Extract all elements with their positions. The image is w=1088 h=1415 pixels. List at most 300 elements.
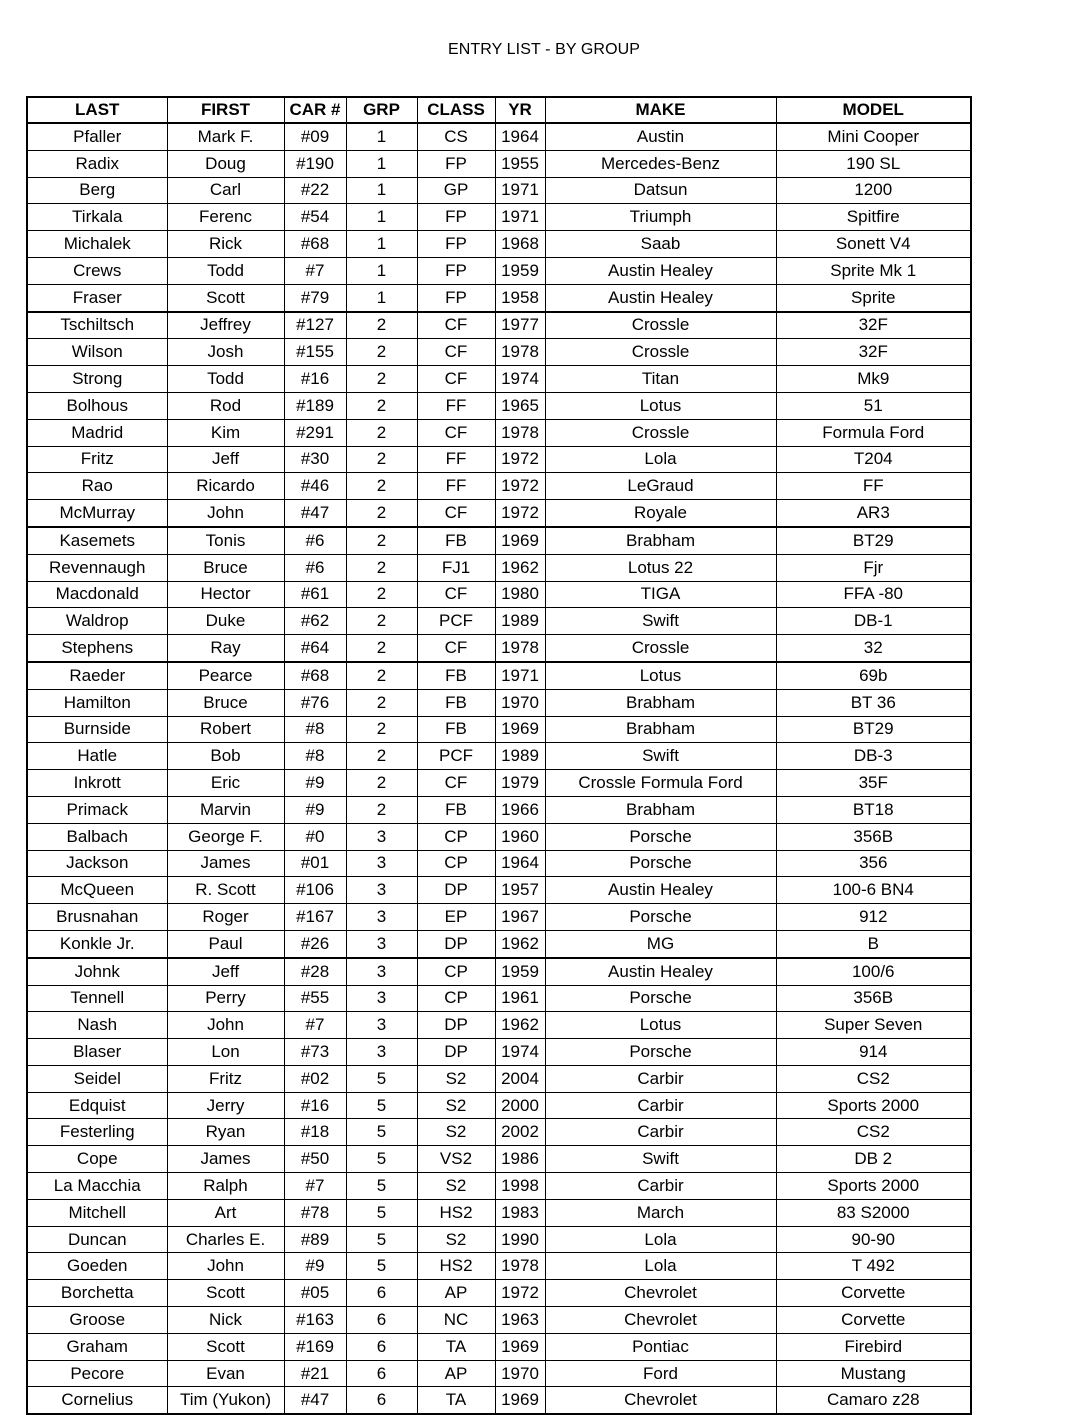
- first-name-cell: Eric: [167, 770, 284, 797]
- class-cell: FB: [417, 796, 495, 823]
- group-cell: 2: [346, 473, 417, 500]
- column-header-make: MAKE: [545, 97, 776, 123]
- class-cell: AP: [417, 1360, 495, 1387]
- car-number-cell: #6: [284, 554, 346, 581]
- table-row: [27, 850, 971, 877]
- table-row: [27, 177, 971, 204]
- table-row: [27, 823, 971, 850]
- class-cell: AP: [417, 1280, 495, 1307]
- group-cell: 5: [346, 1226, 417, 1253]
- year-cell: 1972: [495, 473, 545, 500]
- group-cell: 5: [346, 1092, 417, 1119]
- year-cell: 1998: [495, 1173, 545, 1200]
- last-name-cell: Konkle Jr.: [27, 930, 167, 957]
- car-number-cell: #73: [284, 1039, 346, 1066]
- last-name-cell: Tennell: [27, 985, 167, 1012]
- year-cell: 2002: [495, 1119, 545, 1146]
- group-cell: 5: [346, 1119, 417, 1146]
- group-cell: 1: [346, 231, 417, 258]
- last-name-cell: Michalek: [27, 231, 167, 258]
- class-cell: CF: [417, 312, 495, 339]
- table-row: [27, 339, 971, 366]
- class-cell: DP: [417, 930, 495, 957]
- class-cell: DP: [417, 1039, 495, 1066]
- car-number-cell: #47: [284, 1387, 346, 1414]
- class-cell: CP: [417, 823, 495, 850]
- class-cell: DP: [417, 877, 495, 904]
- class-cell: CF: [417, 635, 495, 662]
- model-cell: T 492: [776, 1253, 971, 1280]
- header-row: [27, 97, 971, 123]
- year-cell: 1972: [495, 446, 545, 473]
- model-cell: CS2: [776, 1119, 971, 1146]
- first-name-cell: Scott: [167, 1333, 284, 1360]
- last-name-cell: Rao: [27, 473, 167, 500]
- car-number-cell: #21: [284, 1360, 346, 1387]
- table-row: [27, 312, 971, 339]
- year-cell: 1978: [495, 339, 545, 366]
- make-cell: Triumph: [545, 204, 776, 231]
- table-header: [27, 97, 971, 123]
- model-cell: BT 36: [776, 689, 971, 716]
- year-cell: 1978: [495, 635, 545, 662]
- make-cell: Porsche: [545, 985, 776, 1012]
- first-name-cell: James: [167, 850, 284, 877]
- model-cell: 356: [776, 850, 971, 877]
- year-cell: 1974: [495, 1039, 545, 1066]
- first-name-cell: Jeff: [167, 958, 284, 985]
- group-cell: 3: [346, 823, 417, 850]
- group-cell: 2: [346, 796, 417, 823]
- year-cell: 1969: [495, 527, 545, 554]
- first-name-cell: Art: [167, 1199, 284, 1226]
- model-cell: 32: [776, 635, 971, 662]
- group-cell: 2: [346, 527, 417, 554]
- make-cell: Lola: [545, 446, 776, 473]
- class-cell: FP: [417, 231, 495, 258]
- make-cell: Brabham: [545, 689, 776, 716]
- last-name-cell: Fritz: [27, 446, 167, 473]
- model-cell: BT29: [776, 527, 971, 554]
- make-cell: Crossle: [545, 339, 776, 366]
- year-cell: 1989: [495, 743, 545, 770]
- first-name-cell: Kim: [167, 419, 284, 446]
- class-cell: FP: [417, 204, 495, 231]
- first-name-cell: George F.: [167, 823, 284, 850]
- year-cell: 1971: [495, 177, 545, 204]
- table-row: [27, 770, 971, 797]
- last-name-cell: Mitchell: [27, 1199, 167, 1226]
- column-header-last: LAST: [27, 97, 167, 123]
- group-cell: 2: [346, 500, 417, 527]
- table-row: [27, 500, 971, 527]
- table-row: [27, 796, 971, 823]
- last-name-cell: Balbach: [27, 823, 167, 850]
- car-number-cell: #8: [284, 743, 346, 770]
- year-cell: 1963: [495, 1307, 545, 1334]
- car-number-cell: #89: [284, 1226, 346, 1253]
- car-number-cell: #68: [284, 662, 346, 689]
- last-name-cell: Blaser: [27, 1039, 167, 1066]
- first-name-cell: Todd: [167, 257, 284, 284]
- model-cell: 32F: [776, 312, 971, 339]
- group-cell: 5: [346, 1173, 417, 1200]
- make-cell: Carbir: [545, 1173, 776, 1200]
- group-cell: 3: [346, 930, 417, 957]
- group-cell: 3: [346, 1012, 417, 1039]
- first-name-cell: Fritz: [167, 1065, 284, 1092]
- last-name-cell: Cope: [27, 1146, 167, 1173]
- last-name-cell: Jackson: [27, 850, 167, 877]
- last-name-cell: McMurray: [27, 500, 167, 527]
- table-row: [27, 904, 971, 931]
- year-cell: 1978: [495, 1253, 545, 1280]
- table-row: [27, 1039, 971, 1066]
- class-cell: CS: [417, 123, 495, 150]
- class-cell: S2: [417, 1092, 495, 1119]
- car-number-cell: #46: [284, 473, 346, 500]
- class-cell: FF: [417, 473, 495, 500]
- car-number-cell: #9: [284, 796, 346, 823]
- class-cell: FF: [417, 392, 495, 419]
- class-cell: CF: [417, 366, 495, 393]
- last-name-cell: Radix: [27, 150, 167, 177]
- car-number-cell: #9: [284, 1253, 346, 1280]
- first-name-cell: Charles E.: [167, 1226, 284, 1253]
- model-cell: 69b: [776, 662, 971, 689]
- car-number-cell: #64: [284, 635, 346, 662]
- make-cell: Crossle Formula Ford: [545, 770, 776, 797]
- year-cell: 1977: [495, 312, 545, 339]
- make-cell: Lotus: [545, 662, 776, 689]
- first-name-cell: Scott: [167, 1280, 284, 1307]
- car-number-cell: #79: [284, 284, 346, 311]
- class-cell: S2: [417, 1226, 495, 1253]
- car-number-cell: #54: [284, 204, 346, 231]
- first-name-cell: Pearce: [167, 662, 284, 689]
- group-cell: 3: [346, 904, 417, 931]
- table-row: [27, 1065, 971, 1092]
- make-cell: Porsche: [545, 850, 776, 877]
- car-number-cell: #7: [284, 257, 346, 284]
- class-cell: HS2: [417, 1253, 495, 1280]
- class-cell: PCF: [417, 608, 495, 635]
- first-name-cell: Ferenc: [167, 204, 284, 231]
- group-cell: 2: [346, 419, 417, 446]
- table-row: [27, 716, 971, 743]
- make-cell: Porsche: [545, 904, 776, 931]
- table-row: [27, 1012, 971, 1039]
- car-number-cell: #61: [284, 581, 346, 608]
- year-cell: 1979: [495, 770, 545, 797]
- first-name-cell: Carl: [167, 177, 284, 204]
- make-cell: Pontiac: [545, 1333, 776, 1360]
- class-cell: FJ1: [417, 554, 495, 581]
- car-number-cell: #22: [284, 177, 346, 204]
- class-cell: S2: [417, 1173, 495, 1200]
- car-number-cell: #167: [284, 904, 346, 931]
- table-row: [27, 743, 971, 770]
- year-cell: 2000: [495, 1092, 545, 1119]
- make-cell: Datsun: [545, 177, 776, 204]
- last-name-cell: Pfaller: [27, 123, 167, 150]
- make-cell: Lola: [545, 1253, 776, 1280]
- last-name-cell: Seidel: [27, 1065, 167, 1092]
- model-cell: 83 S2000: [776, 1199, 971, 1226]
- model-cell: 1200: [776, 177, 971, 204]
- year-cell: 1986: [495, 1146, 545, 1173]
- year-cell: 1959: [495, 958, 545, 985]
- group-cell: 2: [346, 662, 417, 689]
- table-body: [27, 123, 971, 1414]
- group-cell: 5: [346, 1065, 417, 1092]
- column-header-first: FIRST: [167, 97, 284, 123]
- table-row: [27, 554, 971, 581]
- year-cell: 1960: [495, 823, 545, 850]
- first-name-cell: Evan: [167, 1360, 284, 1387]
- year-cell: 1980: [495, 581, 545, 608]
- car-number-cell: #78: [284, 1199, 346, 1226]
- model-cell: Sonett V4: [776, 231, 971, 258]
- model-cell: 100/6: [776, 958, 971, 985]
- year-cell: 1965: [495, 392, 545, 419]
- class-cell: S2: [417, 1065, 495, 1092]
- table-row: [27, 1226, 971, 1253]
- model-cell: Corvette: [776, 1307, 971, 1334]
- model-cell: DB 2: [776, 1146, 971, 1173]
- group-cell: 2: [346, 366, 417, 393]
- year-cell: 1970: [495, 1360, 545, 1387]
- car-number-cell: #28: [284, 958, 346, 985]
- last-name-cell: Raeder: [27, 662, 167, 689]
- car-number-cell: #16: [284, 1092, 346, 1119]
- first-name-cell: Scott: [167, 284, 284, 311]
- first-name-cell: Jeff: [167, 446, 284, 473]
- group-cell: 3: [346, 877, 417, 904]
- first-name-cell: Ryan: [167, 1119, 284, 1146]
- make-cell: Saab: [545, 231, 776, 258]
- car-number-cell: #09: [284, 123, 346, 150]
- table-row: [27, 930, 971, 957]
- model-cell: B: [776, 930, 971, 957]
- model-cell: T204: [776, 446, 971, 473]
- make-cell: LeGraud: [545, 473, 776, 500]
- make-cell: Crossle: [545, 312, 776, 339]
- column-header-year: YR: [495, 97, 545, 123]
- model-cell: 912: [776, 904, 971, 931]
- make-cell: Swift: [545, 608, 776, 635]
- class-cell: PCF: [417, 743, 495, 770]
- group-cell: 1: [346, 123, 417, 150]
- year-cell: 1957: [495, 877, 545, 904]
- first-name-cell: Rod: [167, 392, 284, 419]
- class-cell: CF: [417, 581, 495, 608]
- year-cell: 1969: [495, 716, 545, 743]
- model-cell: Fjr: [776, 554, 971, 581]
- year-cell: 1969: [495, 1333, 545, 1360]
- table-row: [27, 419, 971, 446]
- model-cell: Corvette: [776, 1280, 971, 1307]
- entry-list-table: [26, 96, 972, 1415]
- last-name-cell: Crews: [27, 257, 167, 284]
- last-name-cell: Fraser: [27, 284, 167, 311]
- last-name-cell: La Macchia: [27, 1173, 167, 1200]
- group-cell: 5: [346, 1199, 417, 1226]
- first-name-cell: James: [167, 1146, 284, 1173]
- make-cell: Crossle: [545, 419, 776, 446]
- group-cell: 6: [346, 1333, 417, 1360]
- group-cell: 2: [346, 446, 417, 473]
- class-cell: FF: [417, 446, 495, 473]
- car-number-cell: #50: [284, 1146, 346, 1173]
- year-cell: 1966: [495, 796, 545, 823]
- model-cell: Super Seven: [776, 1012, 971, 1039]
- table-row: [27, 284, 971, 311]
- make-cell: Austin Healey: [545, 284, 776, 311]
- model-cell: Mini Cooper: [776, 123, 971, 150]
- make-cell: Carbir: [545, 1119, 776, 1146]
- car-number-cell: #6: [284, 527, 346, 554]
- year-cell: 2004: [495, 1065, 545, 1092]
- model-cell: Camaro z28: [776, 1387, 971, 1414]
- year-cell: 1959: [495, 257, 545, 284]
- make-cell: Swift: [545, 743, 776, 770]
- group-cell: 2: [346, 392, 417, 419]
- first-name-cell: Bob: [167, 743, 284, 770]
- group-cell: 3: [346, 850, 417, 877]
- year-cell: 1962: [495, 930, 545, 957]
- model-cell: BT18: [776, 796, 971, 823]
- class-cell: FB: [417, 716, 495, 743]
- car-number-cell: #189: [284, 392, 346, 419]
- table-row: [27, 958, 971, 985]
- class-cell: HS2: [417, 1199, 495, 1226]
- column-header-class: CLASS: [417, 97, 495, 123]
- model-cell: Sprite: [776, 284, 971, 311]
- year-cell: 1955: [495, 150, 545, 177]
- class-cell: CF: [417, 339, 495, 366]
- car-number-cell: #155: [284, 339, 346, 366]
- last-name-cell: Revennaugh: [27, 554, 167, 581]
- year-cell: 1961: [495, 985, 545, 1012]
- first-name-cell: Roger: [167, 904, 284, 931]
- make-cell: Brabham: [545, 796, 776, 823]
- class-cell: FP: [417, 150, 495, 177]
- car-number-cell: #106: [284, 877, 346, 904]
- first-name-cell: John: [167, 1012, 284, 1039]
- car-number-cell: #76: [284, 689, 346, 716]
- class-cell: GP: [417, 177, 495, 204]
- group-cell: 2: [346, 608, 417, 635]
- car-number-cell: #163: [284, 1307, 346, 1334]
- make-cell: Porsche: [545, 823, 776, 850]
- group-cell: 2: [346, 743, 417, 770]
- car-number-cell: #01: [284, 850, 346, 877]
- year-cell: 1971: [495, 204, 545, 231]
- make-cell: Mercedes-Benz: [545, 150, 776, 177]
- make-cell: March: [545, 1199, 776, 1226]
- car-number-cell: #16: [284, 366, 346, 393]
- table-row: [27, 231, 971, 258]
- last-name-cell: Graham: [27, 1333, 167, 1360]
- table-row: [27, 1307, 971, 1334]
- model-cell: DB-1: [776, 608, 971, 635]
- year-cell: 1970: [495, 689, 545, 716]
- last-name-cell: Primack: [27, 796, 167, 823]
- year-cell: 1971: [495, 662, 545, 689]
- first-name-cell: Doug: [167, 150, 284, 177]
- first-name-cell: Josh: [167, 339, 284, 366]
- model-cell: 356B: [776, 985, 971, 1012]
- car-number-cell: #0: [284, 823, 346, 850]
- make-cell: TIGA: [545, 581, 776, 608]
- first-name-cell: Ralph: [167, 1173, 284, 1200]
- year-cell: 1972: [495, 1280, 545, 1307]
- make-cell: Lotus: [545, 392, 776, 419]
- table-row: [27, 366, 971, 393]
- last-name-cell: Festerling: [27, 1119, 167, 1146]
- first-name-cell: Todd: [167, 366, 284, 393]
- class-cell: DP: [417, 1012, 495, 1039]
- year-cell: 1962: [495, 1012, 545, 1039]
- year-cell: 1972: [495, 500, 545, 527]
- first-name-cell: Lon: [167, 1039, 284, 1066]
- first-name-cell: Paul: [167, 930, 284, 957]
- column-header-group: GRP: [346, 97, 417, 123]
- last-name-cell: Burnside: [27, 716, 167, 743]
- class-cell: TA: [417, 1333, 495, 1360]
- first-name-cell: Jerry: [167, 1092, 284, 1119]
- class-cell: CP: [417, 985, 495, 1012]
- table-row: [27, 473, 971, 500]
- model-cell: 914: [776, 1039, 971, 1066]
- car-number-cell: #291: [284, 419, 346, 446]
- first-name-cell: Tonis: [167, 527, 284, 554]
- first-name-cell: John: [167, 1253, 284, 1280]
- year-cell: 1990: [495, 1226, 545, 1253]
- last-name-cell: Cornelius: [27, 1387, 167, 1414]
- table-row: [27, 1173, 971, 1200]
- year-cell: 1964: [495, 850, 545, 877]
- make-cell: Carbir: [545, 1092, 776, 1119]
- table-row: [27, 1387, 971, 1414]
- class-cell: FP: [417, 284, 495, 311]
- model-cell: 32F: [776, 339, 971, 366]
- last-name-cell: Waldrop: [27, 608, 167, 635]
- column-header-car-number: CAR #: [284, 97, 346, 123]
- make-cell: Lola: [545, 1226, 776, 1253]
- group-cell: 3: [346, 1039, 417, 1066]
- class-cell: FP: [417, 257, 495, 284]
- table-row: [27, 1360, 971, 1387]
- model-cell: AR3: [776, 500, 971, 527]
- model-cell: Spitfire: [776, 204, 971, 231]
- class-cell: FB: [417, 662, 495, 689]
- model-cell: CS2: [776, 1065, 971, 1092]
- first-name-cell: Jeffrey: [167, 312, 284, 339]
- group-cell: 1: [346, 257, 417, 284]
- model-cell: Formula Ford: [776, 419, 971, 446]
- model-cell: 90-90: [776, 1226, 971, 1253]
- table-row: [27, 1146, 971, 1173]
- last-name-cell: Wilson: [27, 339, 167, 366]
- make-cell: Chevrolet: [545, 1280, 776, 1307]
- model-cell: Mustang: [776, 1360, 971, 1387]
- table-row: [27, 635, 971, 662]
- car-number-cell: #68: [284, 231, 346, 258]
- make-cell: Ford: [545, 1360, 776, 1387]
- year-cell: 1968: [495, 231, 545, 258]
